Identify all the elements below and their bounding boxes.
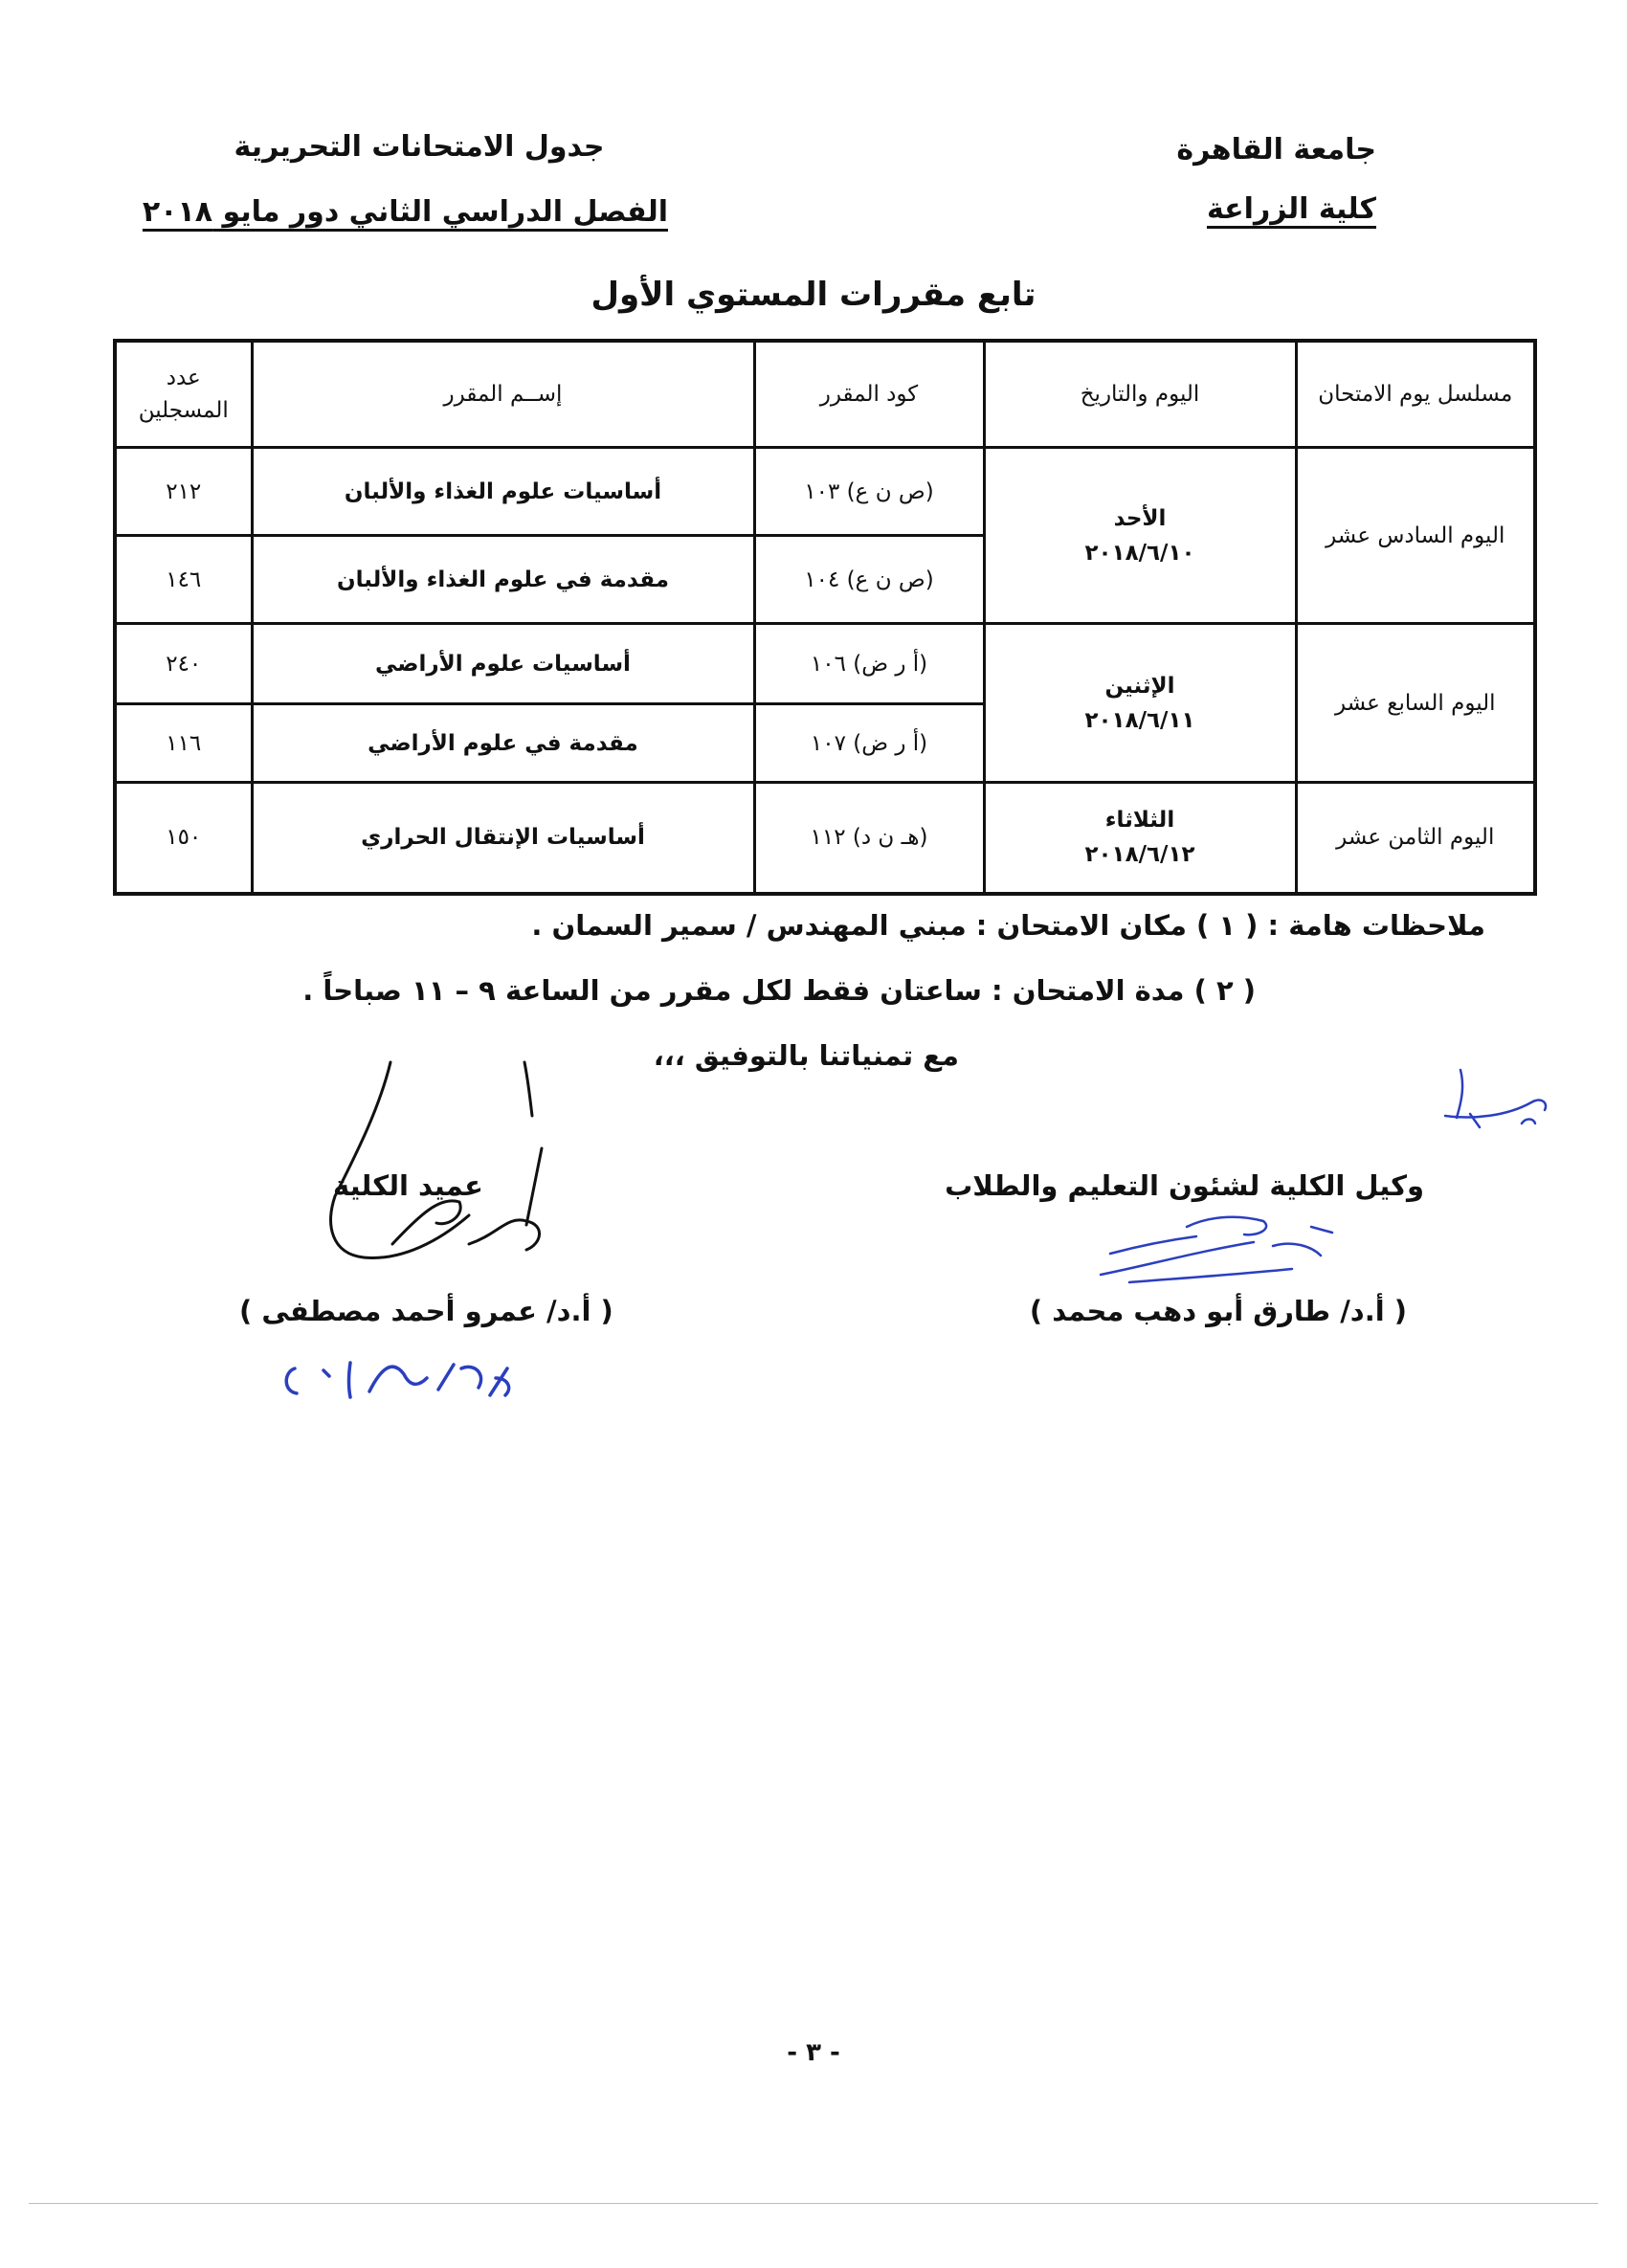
- table-row: [115, 783, 1535, 894]
- header-day-date: اليوم والتاريخ: [984, 341, 1296, 448]
- course-cell: أساسيات الإنتقال الحراري: [252, 783, 754, 894]
- exam-date: ٢٠١٨/٦/١١: [1084, 707, 1195, 733]
- course-cell: أساسيات علوم الأراضي: [252, 624, 754, 704]
- vice-dean-signature: [1081, 1208, 1369, 1294]
- count-cell: ١٥٠: [115, 783, 252, 894]
- vice-dean-title: وكيل الكلية لشئون التعليم والطلاب: [945, 1169, 1424, 1202]
- header-code: كود المقرر: [754, 341, 984, 448]
- course-cell: أساسيات علوم الغذاء والألبان: [252, 448, 754, 536]
- day-date-cell: [984, 783, 1296, 894]
- initial-mark: [1416, 1060, 1570, 1146]
- code-cell: (أ ر ض) ١٠٧: [754, 704, 984, 783]
- note-exam-location: ملاحظات هامة : ( ١ ) مكان الامتحان : مبني المهندس / سمير السمان .: [531, 909, 1485, 942]
- university-name: جامعة القاهرة: [1176, 133, 1376, 167]
- exam-date: ٢٠١٨/٦/١٠: [1084, 540, 1195, 566]
- dean-handwritten-date: [274, 1349, 523, 1407]
- day-date-cell: [984, 448, 1296, 624]
- table-row: [115, 448, 1535, 536]
- faculty-name: كلية الزراعة: [1206, 192, 1376, 226]
- scan-edge-line: [29, 2203, 1598, 2204]
- header-count-line1: عدد: [166, 366, 201, 390]
- dean-name: ( أ.د/ عمرو أحمد مصطفى ): [239, 1295, 613, 1327]
- sequence-cell: اليوم السادس عشر: [1296, 448, 1535, 624]
- day-name: الإثنين: [1104, 673, 1175, 699]
- table-header-row: [115, 341, 1535, 448]
- header-sequence: مسلسل يوم الامتحان: [1296, 341, 1535, 448]
- code-cell: (أ ر ض) ١٠٦: [754, 624, 984, 704]
- day-name: الثلاثاء: [1104, 808, 1175, 834]
- table-title: تابع مقررات المستوي الأول: [591, 276, 1036, 314]
- note-exam-duration: ( ٢ ) مدة الامتحان : ساعتان فقط لكل مقرر من الساعة ٩ – ١١ صباحاً .: [302, 974, 1256, 1007]
- table-row: [115, 624, 1535, 704]
- code-cell: (ص ن ع) ١٠٣: [754, 448, 984, 536]
- course-cell: مقدمة في علوم الأراضي: [252, 704, 754, 783]
- dean-signature: [268, 1053, 574, 1292]
- exam-date: ٢٠١٨/٦/١٢: [1084, 842, 1195, 868]
- closing-wish: مع تمنياتنا بالتوفيق ،،،: [653, 1039, 959, 1072]
- count-cell: ١٤٦: [115, 536, 252, 624]
- header-institution: [1176, 121, 1376, 239]
- course-cell: مقدمة في علوم الغذاء والألبان: [252, 536, 754, 624]
- document-title: جدول الامتحانات التحريرية: [234, 130, 605, 164]
- sequence-cell: اليوم الثامن عشر: [1296, 783, 1535, 894]
- day-name: الأحد: [1113, 505, 1167, 531]
- exam-schedule-table: [113, 339, 1537, 896]
- count-cell: ٢٤٠: [115, 624, 252, 704]
- day-date-cell: [984, 624, 1296, 783]
- vice-dean-name: ( أ.د/ طارق أبو دهب محمد ): [1029, 1295, 1407, 1327]
- header-count: [115, 341, 252, 448]
- header-course: إســم المقرر: [252, 341, 754, 448]
- header-count-line2: المسجلين: [138, 398, 229, 423]
- sequence-cell: اليوم السابع عشر: [1296, 624, 1535, 783]
- dean-title: عميد الكلية: [333, 1169, 483, 1202]
- page-number: - ٣ -: [787, 2038, 840, 2067]
- code-cell: (هـ ن د) ١١٢: [754, 783, 984, 894]
- count-cell: ٢١٢: [115, 448, 252, 536]
- code-cell: (ص ن ع) ١٠٤: [754, 536, 984, 624]
- document-subtitle: الفصل الدراسي الثاني دور مايو ٢٠١٨: [142, 195, 668, 229]
- count-cell: ١١٦: [115, 704, 252, 783]
- header-title-block: [142, 115, 668, 245]
